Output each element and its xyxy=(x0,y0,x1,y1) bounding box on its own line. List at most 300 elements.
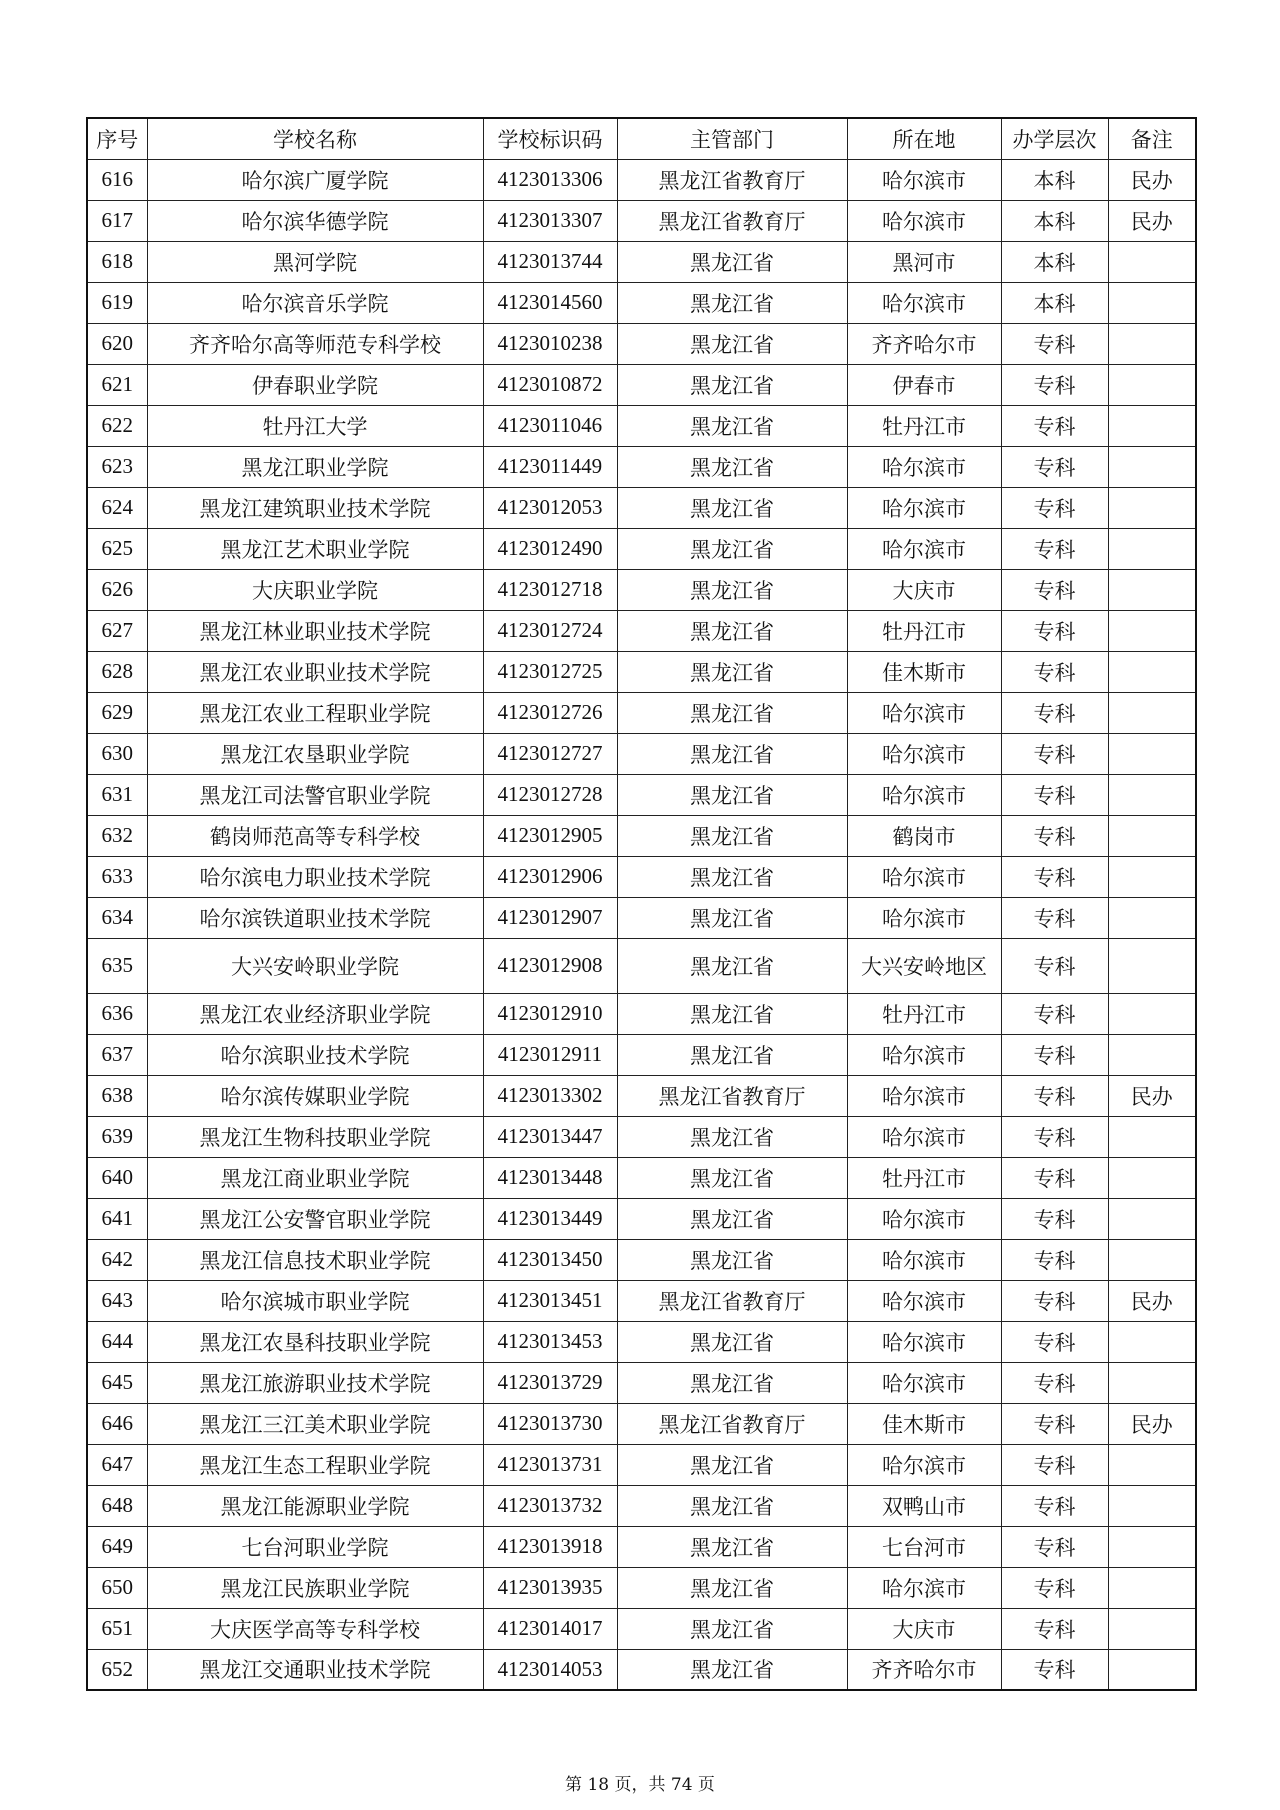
cell-department: 黑龙江省 xyxy=(617,405,847,446)
cell-school-code: 4123013307 xyxy=(483,200,617,241)
table-row xyxy=(87,1116,1196,1157)
cell-department: 黑龙江省 xyxy=(617,1321,847,1362)
cell-school-name: 齐齐哈尔高等师范专科学校 xyxy=(147,323,483,364)
cell-school-name: 黑龙江三江美术职业学院 xyxy=(147,1403,483,1444)
cell-location: 哈尔滨市 xyxy=(847,528,1001,569)
cell-level: 专科 xyxy=(1001,1321,1108,1362)
cell-remark xyxy=(1108,282,1196,323)
header-school-code: 学校标识码 xyxy=(483,118,617,159)
cell-level: 专科 xyxy=(1001,1280,1108,1321)
cell-index: 624 xyxy=(87,487,147,528)
cell-school-name: 哈尔滨音乐学院 xyxy=(147,282,483,323)
cell-department: 黑龙江省 xyxy=(617,1526,847,1567)
cell-level: 专科 xyxy=(1001,364,1108,405)
cell-index: 647 xyxy=(87,1444,147,1485)
cell-location: 大庆市 xyxy=(847,1608,1001,1649)
cell-remark xyxy=(1108,446,1196,487)
cell-department: 黑龙江省 xyxy=(617,1608,847,1649)
cell-index: 637 xyxy=(87,1034,147,1075)
cell-remark xyxy=(1108,1485,1196,1526)
cell-school-name: 黑龙江商业职业学院 xyxy=(147,1157,483,1198)
cell-school-name: 黑河学院 xyxy=(147,241,483,282)
cell-index: 652 xyxy=(87,1649,147,1690)
table-row xyxy=(87,610,1196,651)
cell-department: 黑龙江省教育厅 xyxy=(617,1280,847,1321)
cell-remark xyxy=(1108,1362,1196,1403)
cell-school-code: 4123013449 xyxy=(483,1198,617,1239)
cell-location: 哈尔滨市 xyxy=(847,487,1001,528)
cell-department: 黑龙江省 xyxy=(617,1649,847,1690)
cell-department: 黑龙江省 xyxy=(617,938,847,993)
table-row xyxy=(87,528,1196,569)
cell-location: 哈尔滨市 xyxy=(847,446,1001,487)
cell-school-code: 4123012725 xyxy=(483,651,617,692)
cell-school-name: 黑龙江艺术职业学院 xyxy=(147,528,483,569)
cell-department: 黑龙江省 xyxy=(617,1362,847,1403)
cell-location: 伊春市 xyxy=(847,364,1001,405)
cell-department: 黑龙江省 xyxy=(617,1485,847,1526)
cell-location: 牡丹江市 xyxy=(847,405,1001,446)
cell-school-name: 哈尔滨职业技术学院 xyxy=(147,1034,483,1075)
cell-remark xyxy=(1108,569,1196,610)
cell-location: 佳木斯市 xyxy=(847,1403,1001,1444)
table-row xyxy=(87,1485,1196,1526)
cell-school-name: 黑龙江农垦职业学院 xyxy=(147,733,483,774)
cell-remark xyxy=(1108,1649,1196,1690)
cell-location: 哈尔滨市 xyxy=(847,692,1001,733)
cell-index: 628 xyxy=(87,651,147,692)
cell-remark xyxy=(1108,610,1196,651)
table-row xyxy=(87,651,1196,692)
cell-index: 616 xyxy=(87,159,147,200)
header-level: 办学层次 xyxy=(1001,118,1108,159)
cell-remark: 民办 xyxy=(1108,200,1196,241)
cell-remark xyxy=(1108,774,1196,815)
cell-location: 齐齐哈尔市 xyxy=(847,323,1001,364)
cell-school-code: 4123013447 xyxy=(483,1116,617,1157)
cell-level: 本科 xyxy=(1001,159,1108,200)
cell-index: 627 xyxy=(87,610,147,651)
cell-level: 专科 xyxy=(1001,1608,1108,1649)
cell-location: 双鸭山市 xyxy=(847,1485,1001,1526)
cell-index: 630 xyxy=(87,733,147,774)
cell-school-name: 黑龙江信息技术职业学院 xyxy=(147,1239,483,1280)
cell-index: 636 xyxy=(87,993,147,1034)
cell-remark: 民办 xyxy=(1108,1403,1196,1444)
cell-level: 专科 xyxy=(1001,1034,1108,1075)
cell-school-code: 4123013451 xyxy=(483,1280,617,1321)
cell-level: 本科 xyxy=(1001,200,1108,241)
cell-level: 专科 xyxy=(1001,446,1108,487)
cell-school-name: 黑龙江民族职业学院 xyxy=(147,1567,483,1608)
table-row xyxy=(87,1362,1196,1403)
cell-school-code: 4123012911 xyxy=(483,1034,617,1075)
table-body xyxy=(87,159,1196,1690)
cell-index: 631 xyxy=(87,774,147,815)
cell-remark xyxy=(1108,651,1196,692)
cell-department: 黑龙江省 xyxy=(617,1157,847,1198)
cell-level: 专科 xyxy=(1001,1444,1108,1485)
cell-location: 哈尔滨市 xyxy=(847,774,1001,815)
table-row xyxy=(87,897,1196,938)
cell-level: 专科 xyxy=(1001,1239,1108,1280)
cell-index: 644 xyxy=(87,1321,147,1362)
cell-school-name: 大庆职业学院 xyxy=(147,569,483,610)
cell-level: 专科 xyxy=(1001,733,1108,774)
cell-school-code: 4123011449 xyxy=(483,446,617,487)
header-remark: 备注 xyxy=(1108,118,1196,159)
cell-level: 专科 xyxy=(1001,1075,1108,1116)
cell-school-code: 4123012910 xyxy=(483,993,617,1034)
cell-department: 黑龙江省 xyxy=(617,1567,847,1608)
cell-level: 专科 xyxy=(1001,692,1108,733)
cell-school-name: 黑龙江农业职业技术学院 xyxy=(147,651,483,692)
cell-index: 626 xyxy=(87,569,147,610)
cell-index: 634 xyxy=(87,897,147,938)
cell-location: 哈尔滨市 xyxy=(847,1198,1001,1239)
cell-location: 牡丹江市 xyxy=(847,1157,1001,1198)
cell-index: 623 xyxy=(87,446,147,487)
cell-level: 专科 xyxy=(1001,1567,1108,1608)
cell-remark xyxy=(1108,323,1196,364)
cell-index: 633 xyxy=(87,856,147,897)
cell-remark xyxy=(1108,938,1196,993)
cell-index: 645 xyxy=(87,1362,147,1403)
cell-location: 佳木斯市 xyxy=(847,651,1001,692)
table-row xyxy=(87,241,1196,282)
cell-location: 大兴安岭地区 xyxy=(847,938,1001,993)
cell-remark xyxy=(1108,733,1196,774)
cell-level: 专科 xyxy=(1001,1116,1108,1157)
cell-school-name: 牡丹江大学 xyxy=(147,405,483,446)
header-school-name: 学校名称 xyxy=(147,118,483,159)
cell-index: 632 xyxy=(87,815,147,856)
cell-department: 黑龙江省 xyxy=(617,241,847,282)
cell-location: 大庆市 xyxy=(847,569,1001,610)
cell-level: 专科 xyxy=(1001,993,1108,1034)
cell-location: 哈尔滨市 xyxy=(847,1567,1001,1608)
cell-school-name: 伊春职业学院 xyxy=(147,364,483,405)
cell-remark xyxy=(1108,528,1196,569)
cell-department: 黑龙江省教育厅 xyxy=(617,200,847,241)
cell-school-code: 4123012906 xyxy=(483,856,617,897)
cell-department: 黑龙江省 xyxy=(617,487,847,528)
cell-level: 专科 xyxy=(1001,1362,1108,1403)
cell-index: 617 xyxy=(87,200,147,241)
cell-location: 哈尔滨市 xyxy=(847,856,1001,897)
cell-school-code: 4123014560 xyxy=(483,282,617,323)
cell-department: 黑龙江省 xyxy=(617,528,847,569)
cell-school-code: 4123013918 xyxy=(483,1526,617,1567)
cell-location: 七台河市 xyxy=(847,1526,1001,1567)
table-row xyxy=(87,323,1196,364)
table-row xyxy=(87,1075,1196,1116)
header-location: 所在地 xyxy=(847,118,1001,159)
cell-location: 哈尔滨市 xyxy=(847,897,1001,938)
cell-level: 专科 xyxy=(1001,528,1108,569)
cell-level: 专科 xyxy=(1001,323,1108,364)
cell-level: 专科 xyxy=(1001,1485,1108,1526)
cell-school-name: 黑龙江旅游职业技术学院 xyxy=(147,1362,483,1403)
cell-school-code: 4123013453 xyxy=(483,1321,617,1362)
table-row xyxy=(87,815,1196,856)
cell-school-name: 黑龙江能源职业学院 xyxy=(147,1485,483,1526)
cell-school-name: 哈尔滨广厦学院 xyxy=(147,159,483,200)
table-row xyxy=(87,200,1196,241)
cell-index: 640 xyxy=(87,1157,147,1198)
cell-remark: 民办 xyxy=(1108,1280,1196,1321)
cell-location: 哈尔滨市 xyxy=(847,159,1001,200)
table-row xyxy=(87,487,1196,528)
cell-remark xyxy=(1108,487,1196,528)
cell-remark xyxy=(1108,1526,1196,1567)
cell-school-code: 4123011046 xyxy=(483,405,617,446)
cell-department: 黑龙江省教育厅 xyxy=(617,159,847,200)
cell-school-code: 4123013302 xyxy=(483,1075,617,1116)
cell-department: 黑龙江省 xyxy=(617,651,847,692)
table-row xyxy=(87,405,1196,446)
cell-index: 650 xyxy=(87,1567,147,1608)
cell-level: 专科 xyxy=(1001,1403,1108,1444)
cell-remark xyxy=(1108,241,1196,282)
cell-remark: 民办 xyxy=(1108,1075,1196,1116)
cell-school-code: 4123013448 xyxy=(483,1157,617,1198)
table-row xyxy=(87,733,1196,774)
cell-location: 黑河市 xyxy=(847,241,1001,282)
schools-table xyxy=(86,117,1197,1691)
table-row xyxy=(87,364,1196,405)
cell-school-code: 4123013450 xyxy=(483,1239,617,1280)
cell-school-code: 4123010872 xyxy=(483,364,617,405)
page-footer: 第 18 页，共 74 页 xyxy=(565,1775,715,1795)
header-index: 序号 xyxy=(87,118,147,159)
cell-level: 本科 xyxy=(1001,241,1108,282)
cell-school-code: 4123010238 xyxy=(483,323,617,364)
cell-department: 黑龙江省 xyxy=(617,1198,847,1239)
cell-school-code: 4123013935 xyxy=(483,1567,617,1608)
cell-school-name: 黑龙江公安警官职业学院 xyxy=(147,1198,483,1239)
cell-index: 620 xyxy=(87,323,147,364)
cell-school-code: 4123013732 xyxy=(483,1485,617,1526)
cell-school-name: 大兴安岭职业学院 xyxy=(147,938,483,993)
cell-department: 黑龙江省教育厅 xyxy=(617,1075,847,1116)
cell-level: 专科 xyxy=(1001,405,1108,446)
table-row xyxy=(87,1280,1196,1321)
cell-department: 黑龙江省 xyxy=(617,733,847,774)
cell-location: 牡丹江市 xyxy=(847,993,1001,1034)
cell-index: 622 xyxy=(87,405,147,446)
table-row xyxy=(87,1444,1196,1485)
cell-index: 642 xyxy=(87,1239,147,1280)
cell-remark: 民办 xyxy=(1108,159,1196,200)
cell-remark xyxy=(1108,1198,1196,1239)
table-row xyxy=(87,282,1196,323)
cell-school-code: 4123012490 xyxy=(483,528,617,569)
cell-school-name: 哈尔滨电力职业技术学院 xyxy=(147,856,483,897)
cell-department: 黑龙江省 xyxy=(617,1116,847,1157)
cell-school-code: 4123012724 xyxy=(483,610,617,651)
cell-level: 专科 xyxy=(1001,856,1108,897)
cell-index: 625 xyxy=(87,528,147,569)
cell-remark xyxy=(1108,1034,1196,1075)
table-row xyxy=(87,1526,1196,1567)
cell-school-code: 4123012728 xyxy=(483,774,617,815)
cell-department: 黑龙江省 xyxy=(617,774,847,815)
cell-index: 635 xyxy=(87,938,147,993)
cell-index: 639 xyxy=(87,1116,147,1157)
table-row xyxy=(87,446,1196,487)
cell-location: 鹤岗市 xyxy=(847,815,1001,856)
cell-remark xyxy=(1108,364,1196,405)
cell-index: 649 xyxy=(87,1526,147,1567)
cell-location: 哈尔滨市 xyxy=(847,1280,1001,1321)
table-row xyxy=(87,1567,1196,1608)
cell-index: 651 xyxy=(87,1608,147,1649)
table-row xyxy=(87,774,1196,815)
cell-department: 黑龙江省 xyxy=(617,897,847,938)
cell-index: 643 xyxy=(87,1280,147,1321)
cell-level: 专科 xyxy=(1001,938,1108,993)
cell-school-name: 黑龙江生物科技职业学院 xyxy=(147,1116,483,1157)
cell-level: 专科 xyxy=(1001,1649,1108,1690)
table-row xyxy=(87,1239,1196,1280)
cell-index: 619 xyxy=(87,282,147,323)
cell-index: 618 xyxy=(87,241,147,282)
cell-school-name: 黑龙江职业学院 xyxy=(147,446,483,487)
cell-school-name: 七台河职业学院 xyxy=(147,1526,483,1567)
table-row xyxy=(87,938,1196,993)
cell-location: 齐齐哈尔市 xyxy=(847,1649,1001,1690)
cell-remark xyxy=(1108,1567,1196,1608)
cell-department: 黑龙江省 xyxy=(617,364,847,405)
cell-level: 本科 xyxy=(1001,282,1108,323)
cell-school-code: 4123013729 xyxy=(483,1362,617,1403)
table-row xyxy=(87,1198,1196,1239)
cell-level: 专科 xyxy=(1001,569,1108,610)
cell-location: 哈尔滨市 xyxy=(847,1239,1001,1280)
cell-department: 黑龙江省 xyxy=(617,323,847,364)
cell-department: 黑龙江省 xyxy=(617,815,847,856)
cell-school-code: 4123012908 xyxy=(483,938,617,993)
cell-level: 专科 xyxy=(1001,1198,1108,1239)
cell-location: 哈尔滨市 xyxy=(847,200,1001,241)
cell-location: 哈尔滨市 xyxy=(847,282,1001,323)
table-row xyxy=(87,569,1196,610)
cell-index: 648 xyxy=(87,1485,147,1526)
cell-school-name: 黑龙江交通职业技术学院 xyxy=(147,1649,483,1690)
cell-level: 专科 xyxy=(1001,897,1108,938)
cell-school-name: 哈尔滨传媒职业学院 xyxy=(147,1075,483,1116)
cell-department: 黑龙江省 xyxy=(617,569,847,610)
cell-remark xyxy=(1108,1444,1196,1485)
cell-remark xyxy=(1108,856,1196,897)
cell-department: 黑龙江省 xyxy=(617,1444,847,1485)
cell-department: 黑龙江省 xyxy=(617,1239,847,1280)
cell-index: 646 xyxy=(87,1403,147,1444)
cell-remark xyxy=(1108,405,1196,446)
cell-level: 专科 xyxy=(1001,815,1108,856)
cell-remark xyxy=(1108,1608,1196,1649)
cell-remark xyxy=(1108,692,1196,733)
cell-location: 哈尔滨市 xyxy=(847,1075,1001,1116)
cell-location: 哈尔滨市 xyxy=(847,1362,1001,1403)
cell-index: 641 xyxy=(87,1198,147,1239)
cell-index: 629 xyxy=(87,692,147,733)
cell-school-code: 4123012727 xyxy=(483,733,617,774)
cell-location: 哈尔滨市 xyxy=(847,733,1001,774)
cell-level: 专科 xyxy=(1001,651,1108,692)
cell-school-code: 4123012905 xyxy=(483,815,617,856)
cell-remark xyxy=(1108,1116,1196,1157)
table-row xyxy=(87,1649,1196,1690)
cell-index: 638 xyxy=(87,1075,147,1116)
table-row xyxy=(87,1321,1196,1362)
cell-department: 黑龙江省 xyxy=(617,692,847,733)
cell-school-name: 黑龙江司法警官职业学院 xyxy=(147,774,483,815)
table-row xyxy=(87,1034,1196,1075)
cell-school-name: 黑龙江农业工程职业学院 xyxy=(147,692,483,733)
cell-remark xyxy=(1108,897,1196,938)
table-row xyxy=(87,1157,1196,1198)
cell-index: 621 xyxy=(87,364,147,405)
cell-school-code: 4123013744 xyxy=(483,241,617,282)
cell-school-code: 4123013730 xyxy=(483,1403,617,1444)
table-row xyxy=(87,692,1196,733)
cell-location: 哈尔滨市 xyxy=(847,1321,1001,1362)
cell-location: 牡丹江市 xyxy=(847,610,1001,651)
cell-department: 黑龙江省 xyxy=(617,993,847,1034)
cell-school-code: 4123014017 xyxy=(483,1608,617,1649)
table-row xyxy=(87,993,1196,1034)
cell-school-name: 黑龙江农垦科技职业学院 xyxy=(147,1321,483,1362)
cell-level: 专科 xyxy=(1001,1526,1108,1567)
cell-remark xyxy=(1108,1239,1196,1280)
table-row xyxy=(87,1403,1196,1444)
cell-department: 黑龙江省 xyxy=(617,1034,847,1075)
cell-school-name: 黑龙江生态工程职业学院 xyxy=(147,1444,483,1485)
cell-remark xyxy=(1108,993,1196,1034)
cell-school-code: 4123012726 xyxy=(483,692,617,733)
cell-school-name: 哈尔滨华德学院 xyxy=(147,200,483,241)
cell-school-name: 哈尔滨铁道职业技术学院 xyxy=(147,897,483,938)
header-department: 主管部门 xyxy=(617,118,847,159)
cell-school-code: 4123014053 xyxy=(483,1649,617,1690)
cell-school-code: 4123013731 xyxy=(483,1444,617,1485)
cell-location: 哈尔滨市 xyxy=(847,1116,1001,1157)
cell-school-name: 鹤岗师范高等专科学校 xyxy=(147,815,483,856)
cell-school-code: 4123012053 xyxy=(483,487,617,528)
cell-department: 黑龙江省教育厅 xyxy=(617,1403,847,1444)
cell-level: 专科 xyxy=(1001,1157,1108,1198)
cell-remark xyxy=(1108,815,1196,856)
cell-remark xyxy=(1108,1157,1196,1198)
cell-department: 黑龙江省 xyxy=(617,282,847,323)
cell-department: 黑龙江省 xyxy=(617,856,847,897)
table-row xyxy=(87,856,1196,897)
cell-location: 哈尔滨市 xyxy=(847,1444,1001,1485)
cell-school-code: 4123013306 xyxy=(483,159,617,200)
cell-school-name: 黑龙江建筑职业技术学院 xyxy=(147,487,483,528)
table-row xyxy=(87,1608,1196,1649)
cell-department: 黑龙江省 xyxy=(617,610,847,651)
cell-location: 哈尔滨市 xyxy=(847,1034,1001,1075)
cell-school-name: 大庆医学高等专科学校 xyxy=(147,1608,483,1649)
cell-level: 专科 xyxy=(1001,487,1108,528)
cell-school-code: 4123012907 xyxy=(483,897,617,938)
cell-school-name: 黑龙江农业经济职业学院 xyxy=(147,993,483,1034)
cell-department: 黑龙江省 xyxy=(617,446,847,487)
table-row xyxy=(87,159,1196,200)
